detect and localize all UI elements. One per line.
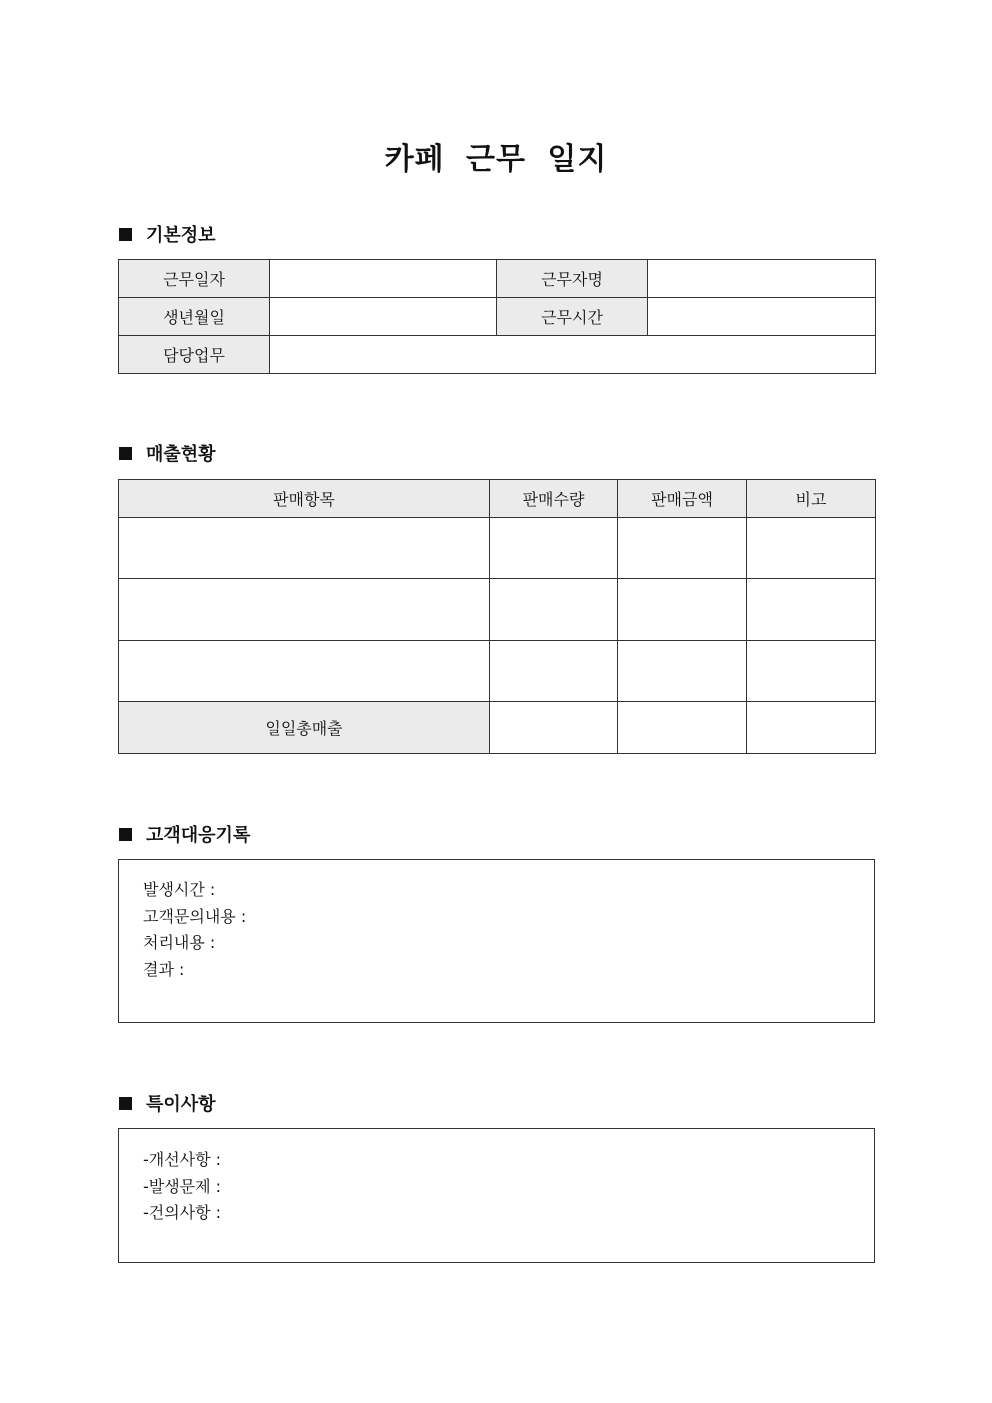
work-date-field[interactable] — [270, 260, 497, 298]
square-bullet-icon — [119, 228, 132, 241]
column-header-remarks: 비고 — [747, 480, 876, 518]
sales-item-cell[interactable] — [119, 579, 490, 641]
notes-line-improvements: -개선사항 : — [143, 1150, 222, 1169]
total-amount-cell[interactable] — [618, 702, 747, 754]
table-row — [119, 298, 876, 336]
sales-table — [118, 479, 876, 754]
total-quantity-cell[interactable] — [490, 702, 618, 754]
page-title: 카페 근무 일지 — [384, 142, 608, 177]
customer-line-inquiry: 고객문의내용 : — [143, 906, 247, 926]
label-work-hours: 근무시간 — [497, 298, 648, 336]
notes-line-issues: -발생문제 : — [143, 1176, 222, 1196]
sales-amount-cell[interactable] — [618, 518, 747, 579]
total-remarks-cell[interactable] — [747, 702, 876, 754]
section-heading-customer-response — [119, 821, 250, 847]
label-daily-total-sales: 일일총매출 — [119, 702, 490, 754]
label-work-date: 근무일자 — [119, 260, 270, 298]
table-total-row — [119, 702, 876, 754]
customer-line-occurred-time: 발생시간 : — [143, 880, 216, 899]
birth-date-field[interactable] — [270, 298, 497, 336]
section-heading-label: 고객대응기록 — [146, 825, 251, 846]
sales-quantity-cell[interactable] — [490, 518, 618, 579]
table-header-row — [119, 480, 876, 518]
label-worker-name: 근무자명 — [497, 260, 648, 298]
customer-line-result: 결과 : — [143, 959, 185, 979]
table-row — [119, 641, 876, 702]
table-row — [119, 579, 876, 641]
table-row — [119, 518, 876, 579]
section-heading-sales — [119, 440, 216, 466]
sales-quantity-cell[interactable] — [490, 641, 618, 702]
sales-remarks-cell[interactable] — [747, 518, 876, 579]
square-bullet-icon — [119, 1097, 132, 1110]
special-notes-box[interactable] — [118, 1128, 875, 1263]
customer-line-handling: 처리내용 : — [143, 933, 216, 952]
section-heading-label: 매출현황 — [146, 444, 216, 465]
section-heading-basic-info — [119, 221, 216, 247]
label-birth-date: 생년월일 — [119, 298, 270, 336]
sales-amount-cell[interactable] — [618, 579, 747, 641]
sales-remarks-cell[interactable] — [747, 641, 876, 702]
basic-info-table — [118, 259, 876, 374]
section-heading-label: 특이사항 — [146, 1094, 216, 1115]
sales-amount-cell[interactable] — [618, 641, 747, 702]
square-bullet-icon — [119, 447, 132, 460]
column-header-item: 판매항목 — [119, 480, 490, 518]
label-duty: 담당업무 — [119, 336, 270, 374]
square-bullet-icon — [119, 828, 132, 841]
table-row — [119, 260, 876, 298]
table-row — [119, 336, 876, 374]
sales-remarks-cell[interactable] — [747, 579, 876, 641]
column-header-quantity: 판매수량 — [490, 480, 618, 518]
section-heading-special-notes — [119, 1090, 216, 1116]
work-hours-field[interactable] — [648, 298, 876, 336]
duty-field[interactable] — [270, 336, 876, 374]
sales-quantity-cell[interactable] — [490, 579, 618, 641]
sales-item-cell[interactable] — [119, 641, 490, 702]
notes-line-suggestions: -건의사항 : — [143, 1203, 222, 1222]
column-header-amount: 판매금액 — [618, 480, 747, 518]
section-heading-label: 기본정보 — [146, 225, 216, 246]
sales-item-cell[interactable] — [119, 518, 490, 579]
worker-name-field[interactable] — [648, 260, 876, 298]
customer-response-box[interactable] — [118, 859, 875, 1023]
